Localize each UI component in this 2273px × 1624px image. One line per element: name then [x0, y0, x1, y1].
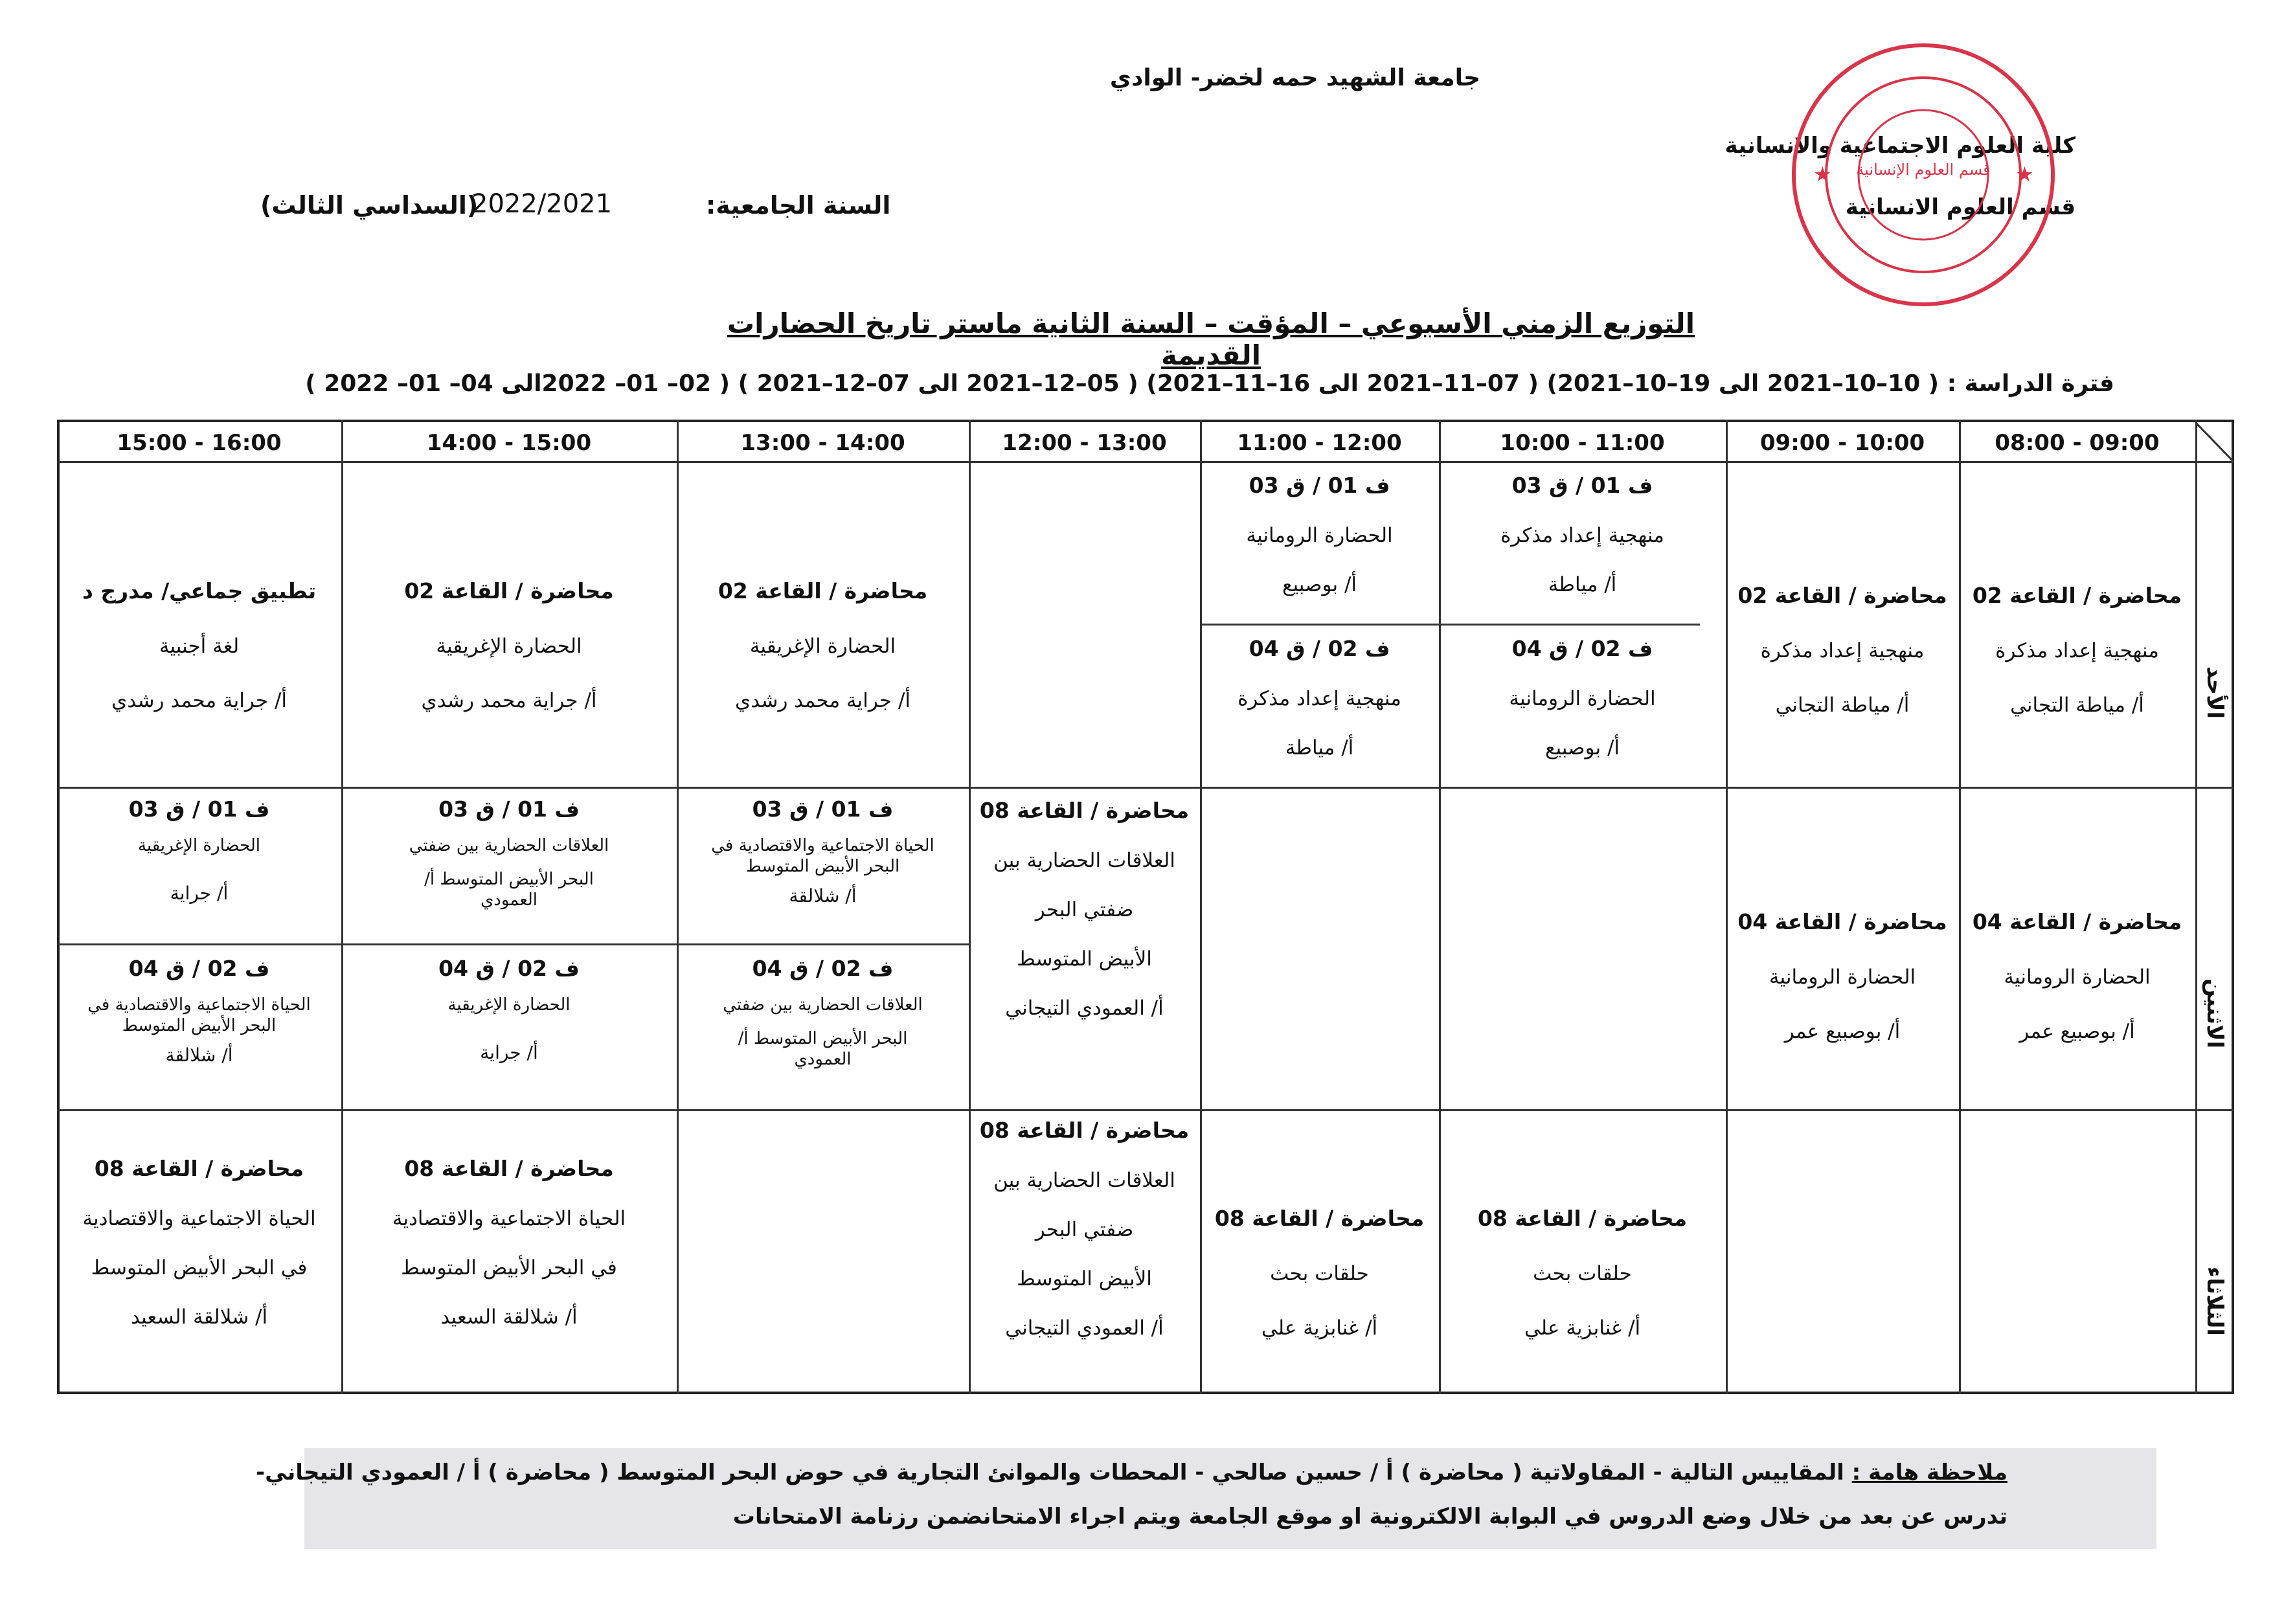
cell-subject: العلاقات الحضارية بين ضفتي: [723, 995, 923, 1015]
cell-sun-1000-g2: [1439, 636, 1726, 785]
cell-type: محاضرة / القاعة 04: [1972, 909, 2182, 934]
cell-subject: الحضارة الإغريقية: [749, 635, 896, 658]
note-line-1: [130, 1460, 2007, 1485]
header-slot-7: 14:00 - 15:00: [426, 430, 592, 456]
cell-group: ف 02 / ق 04: [1511, 636, 1653, 661]
cell-mon-1400-g2: [341, 956, 677, 1077]
cell-mon-1300-g1: [677, 796, 969, 921]
cell-mon-1400-g1: [341, 796, 677, 924]
svg-text:★: ★: [1813, 162, 1832, 186]
cell-teacher: أ/ العمودي التيجاني: [1005, 997, 1164, 1020]
cell-group: ف 01 / ق 03: [128, 796, 270, 822]
cell-group: ف 02 / ق 04: [128, 956, 270, 981]
cell-group: ف 02 / ق 04: [438, 956, 580, 981]
study-period: فترة الدراسة : ( 10–10–2021 الى 19–10–2021) ( 07–11–2021 الى 16–11–2021) ( 05–12–2021 الى 07–12–2021 ) ( 02– 01– 2022الى 04– 01– 2022 ): [305, 370, 2114, 397]
cell-group: ف 02 / ق 04: [1249, 636, 1390, 661]
cell-teacher: العمودي: [794, 1050, 852, 1069]
cell-subject-2: البحر الأبيض المتوسط أ/: [424, 870, 594, 889]
cell-subject: الحضارة الرومانية: [2004, 965, 2151, 989]
cell-mon-0800: [1959, 909, 2195, 1074]
cell-subject: منهجية إعداد مذكرة: [1760, 639, 1925, 662]
cell-subject: حلقات بحث: [1270, 1262, 1369, 1285]
cell-group: ف 01 / ق 03: [438, 796, 580, 822]
day-sunday: الأحد: [2202, 666, 2228, 719]
faculty-name: كلية العلوم الاجتماعية والانسانية: [1725, 133, 2075, 159]
cell-mon-1500-g1: [57, 796, 341, 918]
header-slot-1: 08:00 - 09:00: [1995, 430, 2160, 456]
cell-group: ف 02 / ق 04: [752, 956, 894, 981]
cell-subject: الحياة الاجتماعية والاقتصادية: [82, 1207, 316, 1230]
cell-subject-3: الأبيض المتوسط: [1017, 1267, 1152, 1291]
cell-subject-2: في البحر الأبيض المتوسط: [401, 1256, 617, 1280]
cell-teacher: أ/ شلالقة السعيد: [440, 1305, 578, 1329]
cell-type: تطبيق جماعي/ مدرج د: [82, 578, 317, 603]
cell-teacher: أ/ جراية محمد رشدي: [734, 689, 911, 712]
cell-group: ف 01 / ق 03: [1511, 473, 1653, 498]
cell-subject: العلاقات الحضارية بين ضفتي: [409, 836, 609, 855]
cell-type: محاضرة / القاعة 02: [404, 578, 614, 603]
cell-sun-1400: [341, 578, 677, 743]
cell-subject: الحضارة الرومانية: [1769, 965, 1916, 989]
cell-type: محاضرة / القاعة 08: [979, 1118, 1190, 1143]
svg-text:★: ★: [2015, 162, 2034, 186]
cell-subject: الحياة الاجتماعية والاقتصادية في: [87, 995, 311, 1015]
cell-teacher: أ/ شلالقة: [165, 1044, 233, 1066]
header-slot-2: 09:00 - 10:00: [1759, 430, 1925, 456]
cell-tue-1000: [1439, 1206, 1726, 1371]
cell-type: محاضرة / القاعة 08: [404, 1156, 614, 1181]
cell-group: ف 01 / ق 03: [1249, 473, 1390, 498]
cell-subject: الحضارة الإغريقية: [447, 995, 571, 1015]
note-line-2: تدرس عن بعد من خلال وضع الدروس في البوابة الالكترونية او موقع الجامعة ويتم اجراء الامتحانضمن رزنامة الامتحانات: [732, 1504, 2007, 1529]
cell-mon-1500-g2: [57, 956, 341, 1080]
cell-sun-0800: [1959, 583, 2195, 748]
cell-subject-3: الأبيض المتوسط: [1017, 947, 1152, 971]
cell-teacher: أ/ جراية: [480, 1042, 538, 1063]
cell-type: محاضرة / القاعة 08: [1214, 1206, 1425, 1231]
university-name: جامعة الشهيد حمه لخضر- الوادي: [1109, 65, 1481, 91]
cell-subject: حلقات بحث: [1533, 1262, 1632, 1285]
schedule-title: التوزيع الزمني الأسبوعي – المؤقت – السنة الثانية ماستر تاريخ الحضارات القديمة: [727, 308, 1695, 371]
cell-subject: الحضارة الرومانية: [1509, 687, 1656, 710]
cell-sun-1300: [677, 578, 969, 743]
note-label: ملاحظة هامة :: [1851, 1460, 2007, 1485]
header-slot-4: 11:00 - 12:00: [1237, 430, 1402, 456]
cell-subject-2: ضفتي البحر: [1035, 1218, 1134, 1241]
day-monday: الاثنين: [2202, 978, 2228, 1049]
stamp-text: قسم العلوم الإنسانية: [1856, 161, 1991, 179]
header-slot-8: 15:00 - 16:00: [117, 430, 282, 456]
header-slot-5: 12:00 - 13:00: [1002, 430, 1167, 456]
cell-teacher: أ/ شلالقة: [789, 885, 857, 907]
cell-type: محاضرة / القاعة 02: [1737, 583, 1947, 608]
cell-subject: الحضارة الإغريقية: [137, 836, 260, 855]
cell-subject-2: ضفتي البحر: [1035, 898, 1134, 921]
cell-teacher: أ/ بوصبيع: [1282, 573, 1357, 596]
cell-teacher: أ/ جراية: [170, 883, 229, 904]
cell-subject-2: البحر الأبيض المتوسط: [122, 1016, 277, 1035]
cell-tue-1400: [341, 1156, 677, 1355]
cell-subject-2: في البحر الأبيض المتوسط: [91, 1256, 308, 1280]
cell-teacher: أ/ العمودي التيجاني: [1005, 1316, 1164, 1340]
cell-subject-2: البحر الأبيض المتوسط أ/: [738, 1029, 908, 1048]
cell-subject: العلاقات الحضارية بين: [993, 1169, 1175, 1192]
cell-type: محاضرة / القاعة 02: [718, 578, 928, 603]
academic-year-value: 2022/2021: [471, 189, 613, 219]
cell-teacher: العمودي: [480, 890, 538, 910]
cell-sun-1500: [57, 578, 341, 743]
cell-sun-1100-g2: [1200, 636, 1439, 785]
cell-teacher: أ/ مياطة: [1285, 736, 1354, 760]
official-stamp: [1787, 39, 2059, 311]
cell-teacher: أ/ بوصبيع عمر: [1784, 1020, 1901, 1043]
cell-tue-1500: [57, 1156, 341, 1355]
cell-group: ف 01 / ق 03: [752, 796, 894, 822]
header-slot-6: 13:00 - 14:00: [740, 430, 905, 456]
cell-teacher: أ/ مياطة التجاني: [1775, 694, 1910, 717]
cell-teacher: أ/ غنابزية علي: [1524, 1316, 1641, 1340]
cell-teacher: أ/ بوصبيع: [1544, 736, 1620, 760]
cell-subject: الحضارة الرومانية: [1246, 524, 1393, 547]
cell-teacher: أ/ بوصبيع عمر: [2019, 1020, 2135, 1043]
cell-subject: الحياة الاجتماعية والاقتصادية: [392, 1207, 626, 1230]
cell-mon-1200: [969, 798, 1200, 1046]
cell-teacher: أ/ جراية محمد رشدي: [111, 689, 288, 712]
cell-sun-0900: [1726, 583, 1959, 748]
cell-type: محاضرة / القاعة 04: [1737, 909, 1947, 934]
note-text-1: المقاييس التالية - المقاولاتية ( محاضرة ) أ / حسين صالحي - المحطات والموانئ التجارية في حوض البحر المتوسط ( محاضرة ) أ / العمودي التيجاني-: [255, 1460, 1844, 1485]
cell-subject: الحضارة الإغريقية: [436, 635, 582, 658]
cell-tue-1200: [969, 1118, 1200, 1366]
cell-teacher: أ/ مياطة التجاني: [2010, 694, 2144, 717]
cell-sun-1100-g1: [1200, 473, 1439, 622]
cell-type: محاضرة / القاعة 08: [1477, 1206, 1688, 1231]
cell-type: محاضرة / القاعة 08: [979, 798, 1190, 823]
cell-subject: منهجية إعداد مذكرة: [1500, 524, 1664, 547]
semester-label: (السداسي الثالث): [260, 191, 479, 220]
cell-tue-1100: [1200, 1206, 1439, 1371]
department-name: قسم العلوم الانسانية: [1845, 194, 2075, 220]
cell-mon-0900: [1726, 909, 1959, 1074]
cell-teacher: أ/ جراية محمد رشدي: [421, 689, 597, 712]
cell-type: محاضرة / القاعة 08: [94, 1156, 304, 1181]
cell-sun-1000-g1: [1439, 473, 1726, 622]
day-tuesday: الثلاثاء: [2202, 1266, 2228, 1336]
cell-type: محاضرة / القاعة 02: [1972, 583, 2182, 608]
corner-diagonal: [2195, 422, 2234, 462]
cell-teacher: أ/ مياطة: [1548, 573, 1617, 596]
cell-teacher: أ/ غنابزية علي: [1261, 1316, 1378, 1340]
cell-subject: منهجية إعداد مذكرة: [1995, 639, 2159, 662]
cell-teacher: أ/ شلالقة السعيد: [130, 1305, 268, 1329]
cell-subject: الحياة الاجتماعية والاقتصادية في: [711, 836, 934, 855]
cell-subject: منهجية إعداد مذكرة: [1238, 687, 1401, 710]
cell-subject-2: البحر الأبيض المتوسط: [745, 857, 900, 876]
academic-year-label: السنة الجامعية:: [706, 191, 891, 220]
cell-mon-1300-g2: [677, 956, 969, 1083]
header-slot-3: 10:00 - 11:00: [1500, 430, 1665, 456]
cell-subject: لغة أجنبية: [159, 635, 240, 658]
cell-subject: العلاقات الحضارية بين: [993, 849, 1175, 872]
